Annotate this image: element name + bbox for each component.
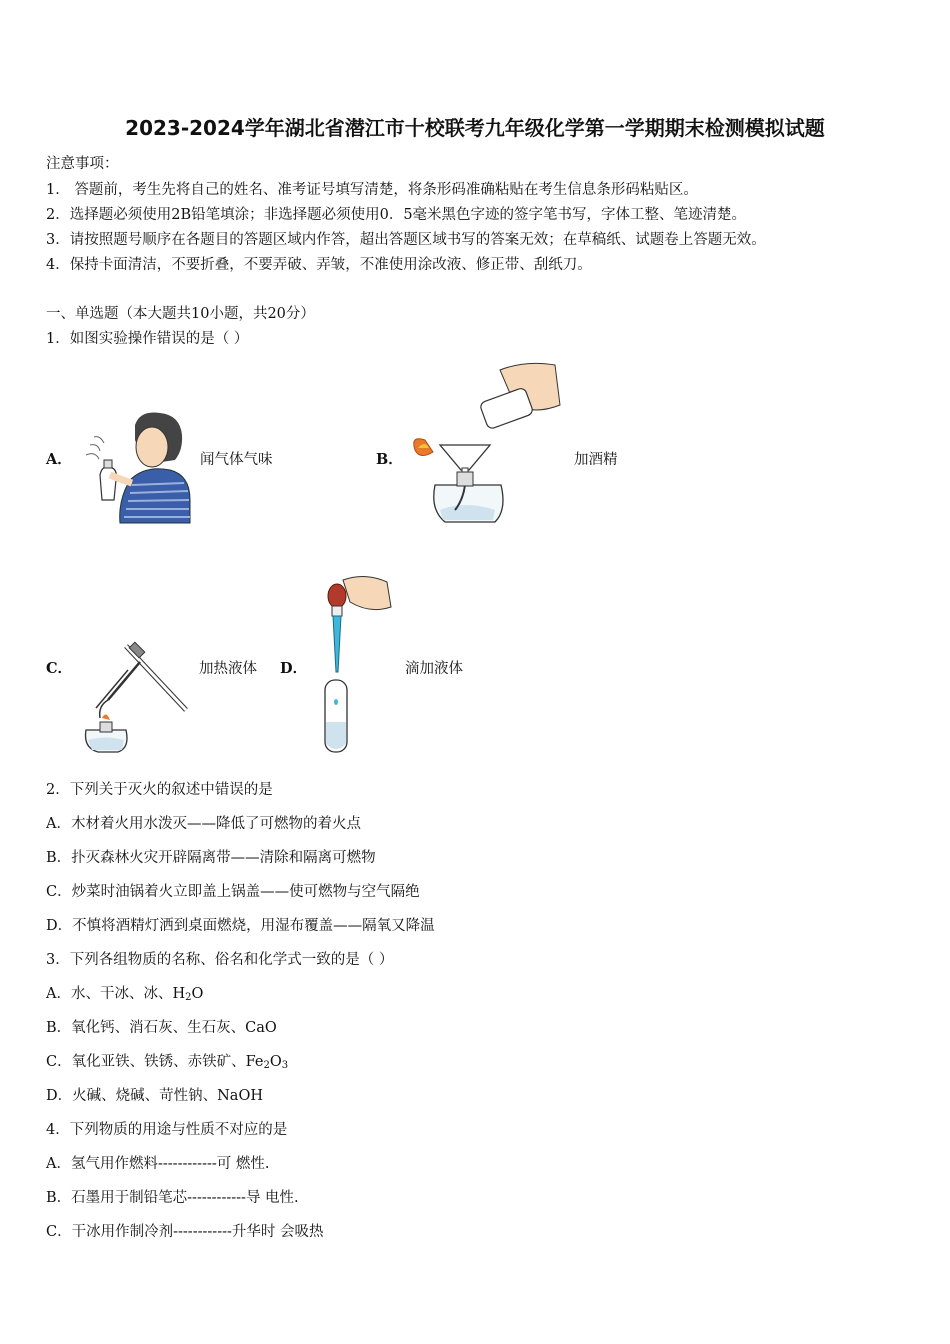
option-line: B．石墨用于制铅笔芯------------导 电性. [46, 1190, 299, 1206]
option-text: A．水、干冰、冰、 [46, 986, 173, 1002]
option-caption: 闻气体气味 [200, 452, 273, 468]
notice-item: 3．请按照题号顺序在各题目的答题区域内作答，超出答题区域书写的答案无效；在草稿纸、试题卷上答题无效。 [46, 232, 766, 248]
question-stem: 2．下列关于灭火的叙述中错误的是 [46, 782, 273, 798]
add-alcohol-figure [405, 360, 565, 528]
question-stem: 4．下列物质的用途与性质不对应的是 [46, 1122, 288, 1138]
smell-gas-figure [80, 405, 195, 525]
option-line: C．炒菜时油锅着火立即盖上锅盖——使可燃物与空气隔绝 [46, 884, 420, 900]
option-line: B．扑灭森林火灾开辟隔离带——清除和隔离可燃物 [46, 850, 376, 866]
option-caption: 滴加液体 [405, 661, 463, 677]
question-stem: 1．如图实验操作错误的是（ ） [46, 331, 249, 347]
option-letter: B． [376, 451, 403, 468]
option-line [46, 1050, 288, 1071]
option-line: C．干冰用作制冷剂------------升华时 会吸热 [46, 1224, 324, 1240]
question-stem: 3．下列各组物质的名称、俗名和化学式一致的是（ ） [46, 952, 394, 968]
notice-item: 4．保持卡面清洁，不要折叠，不要弄破、弄皱，不准使用涂改液、修正带、刮纸刀。 [46, 257, 592, 273]
option-line: D．不慎将酒精灯洒到桌面燃烧，用湿布覆盖——隔氧又降温 [46, 918, 435, 934]
heat-liquid-figure [78, 640, 193, 755]
option-line: A．木材着火用水泼灭——降低了可燃物的着火点 [46, 816, 361, 832]
option-letter: D． [280, 660, 308, 677]
section-heading: 一、单选题（本大题共10小题，共20分） [46, 306, 315, 322]
notice-item: 2．选择题必须使用2B铅笔填涂；非选择题必须使用0．5毫米黑色字迹的签字笔书写，字体工整、笔迹清楚。 [46, 207, 747, 223]
notice-item: 1． 答题前，考生先将自己的姓名、准考证号填写清楚，将条形码准确粘贴在考生信息条形码粘贴区。 [46, 182, 698, 198]
page-title: 2023-2024学年湖北省潜江市十校联考九年级化学第一学期期末检测模拟试题 [125, 116, 825, 140]
option-line: B．氧化钙、消石灰、生石灰、CaO [46, 1020, 277, 1036]
drop-liquid-figure [315, 572, 395, 757]
option-text: C．氧化亚铁、铁锈、赤铁矿、 [46, 1054, 246, 1070]
formula: $H_2O$ [172, 986, 204, 1003]
option-line [46, 982, 203, 1003]
notice-heading: 注意事项： [46, 156, 119, 172]
option-caption: 加热液体 [199, 661, 257, 677]
option-letter: C． [46, 660, 73, 677]
option-letter: A． [46, 451, 72, 468]
option-line: D．火碱、烧碱、苛性钠、NaOH [46, 1088, 263, 1104]
option-caption: 加酒精 [574, 452, 618, 468]
option-line: A．氢气用作燃料------------可 燃性. [46, 1156, 270, 1172]
formula: $Fe_2O_3$ [245, 1054, 289, 1071]
